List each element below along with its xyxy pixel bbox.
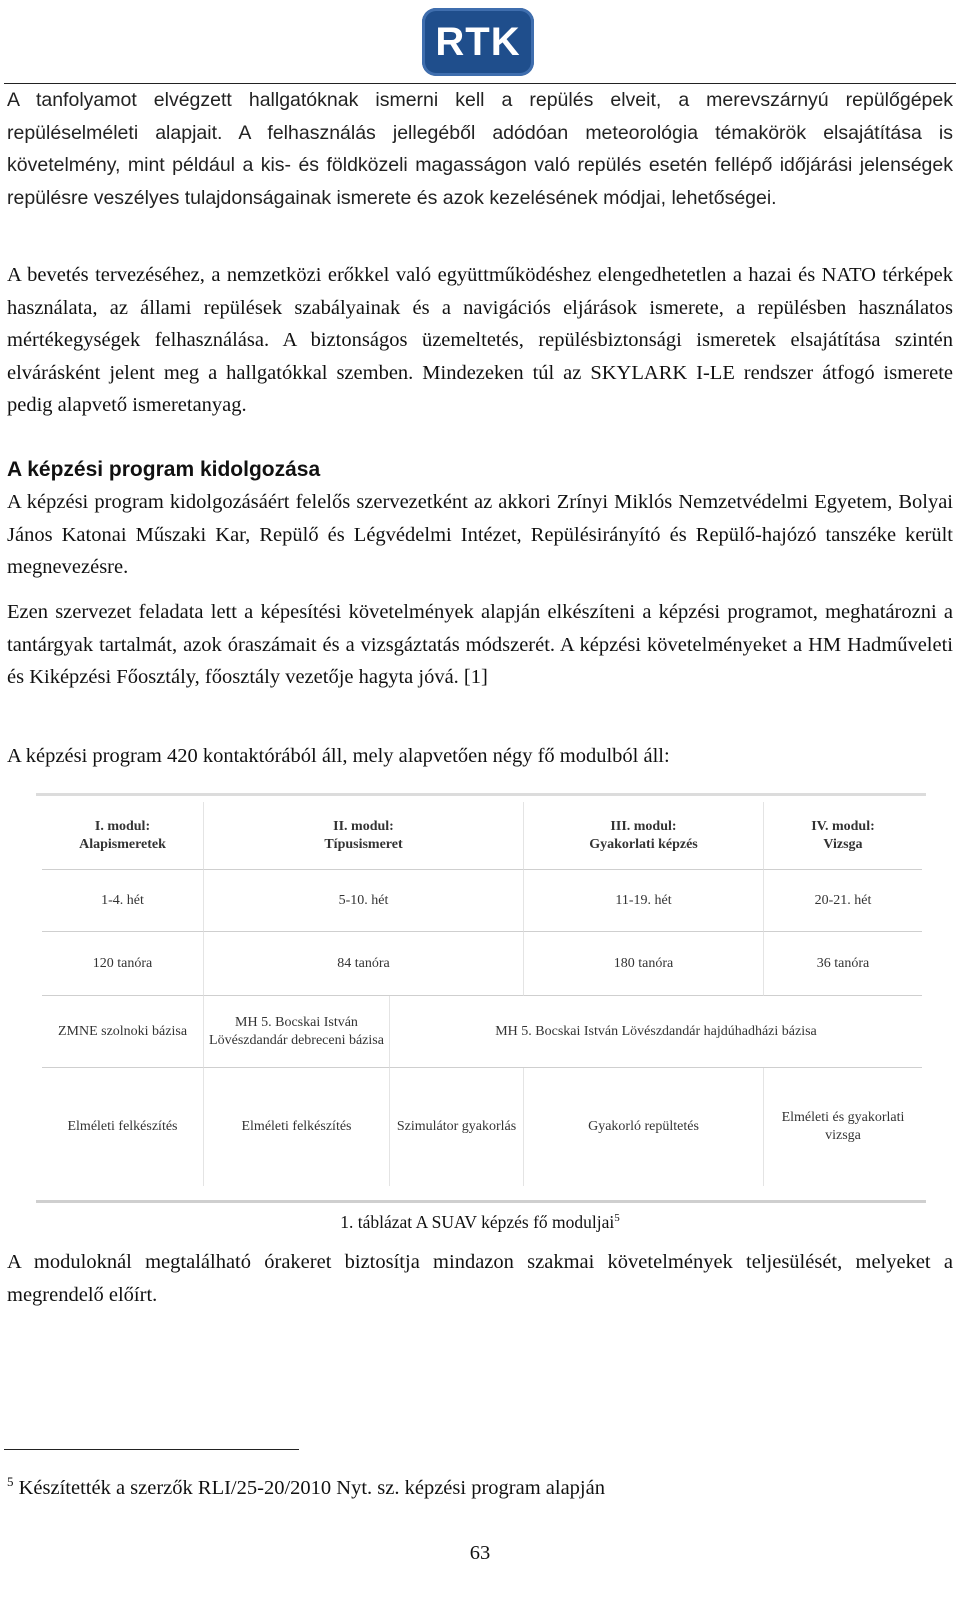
module-subtitle: Típusismeret (324, 836, 403, 852)
module-1-weeks: 1-4. hét (42, 870, 204, 932)
module-2-hours: 84 tanóra (204, 932, 524, 996)
module-subtitle: Vizsga (823, 836, 863, 852)
module-subtitle: Gyakorlati képzés (589, 836, 698, 852)
table-caption (0, 1212, 960, 1233)
activity-1: Elméleti felkészítés (42, 1068, 204, 1186)
footnote-rule (4, 1449, 299, 1450)
activity-3: Szimulátor gyakorlás (390, 1068, 524, 1186)
module-title: III. modul: (610, 818, 677, 834)
rtk-logo (422, 8, 534, 76)
module-4-title-cell (764, 802, 922, 870)
paragraph-6: A moduloknál megtalálható órakeret biztosítja mindazon szakmai követelmények teljesülését, melyeket a megrendelő előírt. (7, 1251, 953, 1306)
module-4-hours: 36 tanóra (764, 932, 922, 996)
caption-footnote-ref: 5 (614, 1212, 620, 1225)
footnote-number: 5 (7, 1474, 14, 1489)
module-3-hours: 180 tanóra (524, 932, 764, 996)
paragraph-1: A tanfolyamot elvégzett hallgatóknak ismerni kell a repülés elveit, a merevszárnyú repülőgépek repüléselméleti alapjait. A felhasználás jellegéből adódóan meteorológia témakörök elsajátítása is követelmény, mint például a kis- és földközeli magasságon való repülés esetén fellépő időjárási jelenségek repülésre veszélyes tulajdonságainak ismerete és azok kezelésének módjai, lehetőségei. (7, 89, 953, 209)
location-debrecen: MH 5. Bocskai István Lövészdandár debreceni bázisa (204, 996, 390, 1068)
module-3-weeks: 11-19. hét (524, 870, 764, 932)
activity-4: Gyakorló repültetés (524, 1068, 764, 1186)
module-2-title-cell (204, 802, 524, 870)
module-1-hours: 120 tanóra (42, 932, 204, 996)
paragraph-2: A bevetés tervezéséhez, a nemzetközi erőkkel való együttműködéshez elengedhetetlen a hazai és NATO térképek használata, az állami repülések szabályainak és a navigációs eljárások ismerete, a repülésben használatos mértékegységek felhasználása. A biztonságos üzemeltetés, repülésbiztonsági ismeretek elsajátítása szintén elvárásként jelent meg a hallgatókkal szemben. Mindezeken túl az SKYLARK I-LE rendszer átfogó ismerete pedig alapvető ismeretanyag. (7, 264, 953, 416)
modules-table (42, 802, 922, 1186)
section-heading: A képzési program kidolgozása (7, 458, 321, 481)
paragraph-4: Ezen szervezet feladata lett a képesítési követelmények alapján elkészíteni a képzési programot, meghatározni a tantárgyak tartalmát, azok óraszámait és a vizsgáztatás módszerét. A képzési követelményeket a HM Hadműveleti és Kiképzési Főosztály, főosztály vezetője hagyta jóvá. [1] (7, 601, 953, 688)
module-subtitle: Alapismeretek (79, 836, 166, 852)
paragraph-3: A képzési program kidolgozásáért felelős szervezetként az akkori Zrínyi Miklós Nemzetvédelmi Egyetem, Bolyai János Katonai Műszaki Kar, Repülő és Légvédelmi Intézet, Repülésirányító és Repülő-hajózó tanszéke került megnevezésre. (7, 491, 953, 578)
logo-text: RTK (435, 19, 521, 64)
footnote-text: Készítették a szerzők RLI/25-20/2010 Nyt. sz. képzési program alapján (18, 1476, 605, 1499)
paragraph-5: A képzési program 420 kontaktórából áll, mely alapvetően négy fő modulból áll: (7, 745, 670, 767)
location-szolnok: ZMNE szolnoki bázisa (42, 996, 204, 1068)
caption-text: 1. táblázat A SUAV képzés fő moduljai (340, 1212, 615, 1232)
module-3-title-cell (524, 802, 764, 870)
module-4-weeks: 20-21. hét (764, 870, 922, 932)
module-1-title-cell (42, 802, 204, 870)
module-title: II. modul: (333, 818, 394, 834)
page-number: 63 (469, 1542, 491, 1564)
footnote (7, 1474, 605, 1500)
module-title: IV. modul: (811, 818, 875, 834)
activity-2: Elméleti felkészítés (204, 1068, 390, 1186)
activity-5: Elméleti és gyakorlati vizsga (781, 1110, 905, 1143)
module-2-weeks: 5-10. hét (204, 870, 524, 932)
location-hajduhadhaz: MH 5. Bocskai István Lövészdandár hajdúhadházi bázisa (390, 996, 922, 1068)
module-title: I. modul: (94, 818, 151, 834)
